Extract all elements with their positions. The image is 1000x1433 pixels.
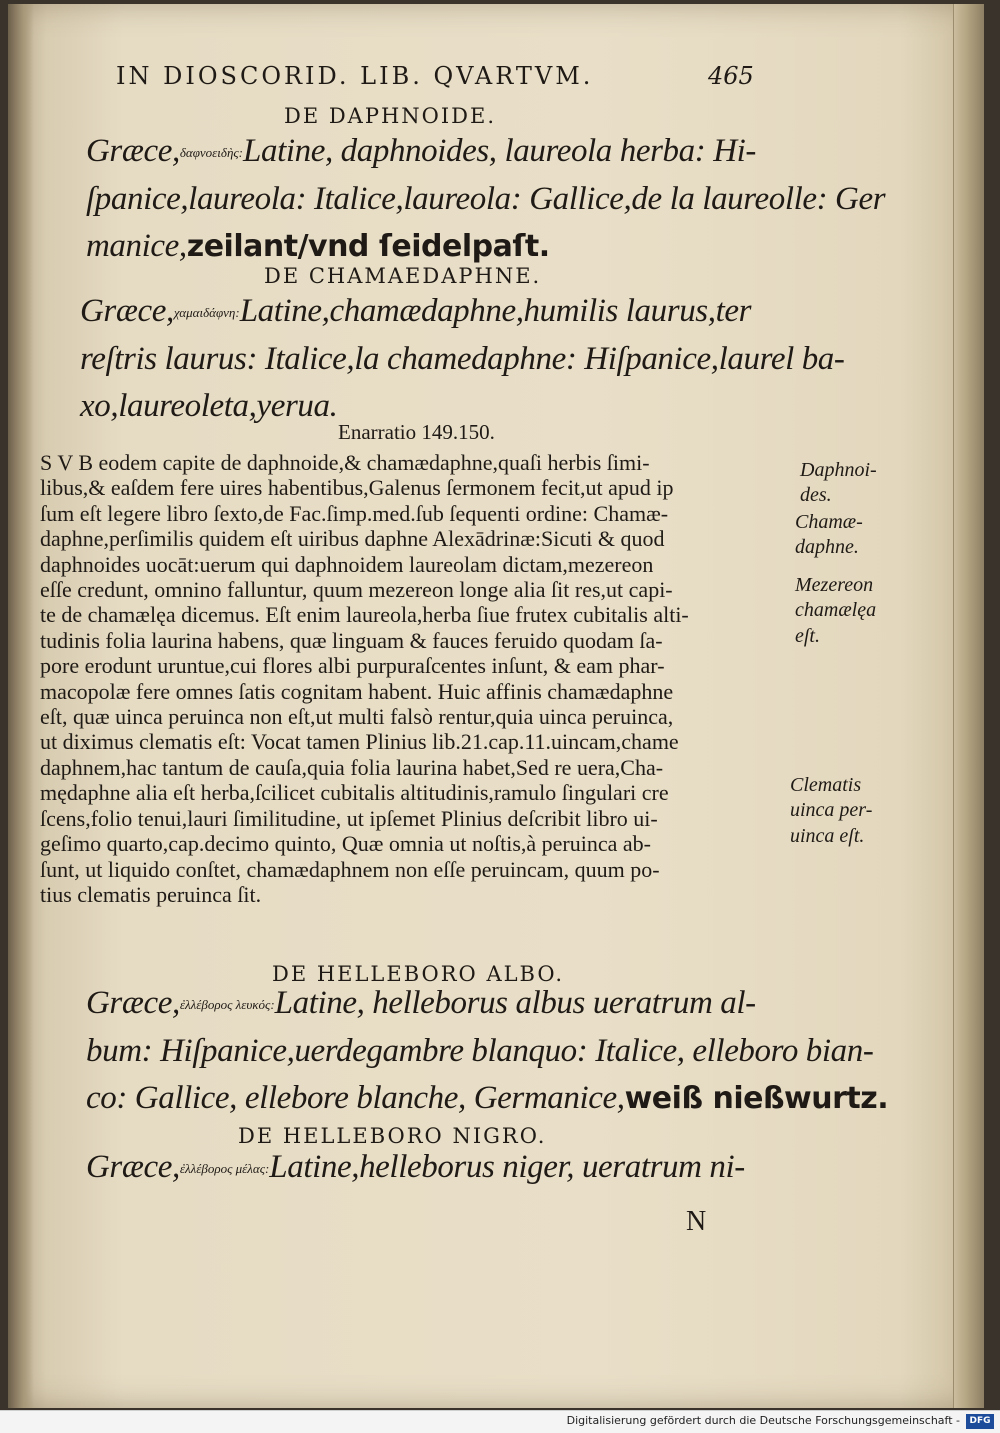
commentary-line: eſt, quæ uinca peruinca non eſt,ut multi falsò rentur,quia uinca peruinca, — [40, 704, 674, 730]
commentary-line: daphne,perſimilis quidem eſt uiribus daphne Alexādrinæ:Sicuti & quod — [40, 526, 665, 552]
german-term: zeilant/vnd ſeidelpaſt. — [186, 229, 550, 264]
synonyms-chamaedaphne — [80, 288, 845, 430]
commentary-line: tius clematis peruinca ſit. — [40, 881, 262, 907]
commentary-line: S V B eodem capite de daphnoide,& chamædaphne,quaſi herbis ſimi- — [40, 450, 650, 475]
marginal-note-line: Daphnoi- — [800, 459, 877, 481]
marginal-note-line: uinca eſt. — [790, 824, 865, 847]
synonym-text: Latine, helleborus albus ueratrum al- — [274, 985, 756, 1021]
synonym-line — [86, 128, 885, 176]
synonym-text: Græce, — [86, 1149, 180, 1185]
section-heading-chamaedaphne: DE CHAMAEDAPHNE. — [264, 264, 542, 288]
marginal-note-clematis — [790, 773, 872, 849]
synonym-line — [80, 336, 845, 383]
running-head — [116, 56, 766, 96]
synonym-text: ſpanice,laureola: Italice,laureola: Gallice,de la laureolle: Ger — [86, 181, 886, 217]
german-term: weiß nießwurtz. — [624, 1081, 889, 1116]
greek-term: χαμαιδάφνη: — [173, 305, 240, 320]
greek-term: ἐλλέβορος μέλας: — [179, 1161, 270, 1176]
footer-credit: Digitalisierung gefördert durch die Deutsche Forschungsgemeinschaft - — [566, 1414, 960, 1427]
page-gutter — [8, 4, 34, 1408]
folio-number: 465 — [708, 62, 754, 90]
marginal-note-line: uinca per- — [790, 799, 873, 822]
commentary-line: tudinis folia laurina habens, quæ linguam & fauces feruido quodam ſa- — [40, 627, 663, 653]
synonym-text: reſtris laurus: Italice,la chamedaphne: Hiſpanice,laurel ba- — [80, 341, 845, 377]
marginal-note-line: chamælęa — [795, 599, 877, 622]
greek-term: ἐλλέβορος λευκός: — [179, 997, 275, 1012]
commentary-line: ſum eſt legere libro ſexto,de Fac.ſimp.med.ſub ſequenti ordine: Chamæ- — [40, 500, 669, 526]
footer-bar — [0, 1410, 1000, 1433]
commentary-line: libus,& eaſdem fere uires habentibus,Galenus ſermonem fecit,ut apud ip — [40, 475, 674, 501]
marginal-note-line: Mezereon — [795, 574, 874, 596]
section-heading-daphnoide: DE DAPHNOIDE. — [284, 104, 497, 128]
marginal-note-daphnoides — [800, 458, 877, 509]
marginal-note-mezereon — [795, 573, 876, 649]
synonym-text: co: Gallice, ellebore blanche, Germanice, — [86, 1080, 625, 1116]
synonym-text: xo,laureoleta,yerua. — [80, 388, 338, 424]
marginal-note-line: Chamæ- — [795, 511, 863, 533]
commentary-line: pore erodunt uruntue,cui flores albi purpuraſcentes inſunt, & eam phar- — [40, 653, 665, 679]
synonym-line — [86, 1075, 888, 1122]
section-heading-helleboro-albo: DE HELLEBORO ALBO. — [272, 962, 565, 986]
synonym-line — [86, 1028, 888, 1075]
marginal-note-line: daphne. — [795, 536, 859, 559]
synonym-text: Græce, — [86, 133, 180, 169]
synonym-text: manice, — [86, 228, 187, 264]
page-fore-edge — [953, 4, 984, 1408]
marginal-note-line: des. — [800, 484, 832, 507]
synonym-text: Græce, — [80, 293, 174, 329]
signature-mark: N — [686, 1206, 707, 1237]
synonym-line — [86, 980, 888, 1028]
commentary-line: ut diximus clematis eſt: Vocat tamen Plinius lib.21.cap.11.uincam,chame — [40, 729, 679, 755]
synonym-text: bum: Hiſpanice,uerdegambre blanquo: Italice, elleboro bian- — [86, 1033, 874, 1069]
enarratio-label: Enarratio 149.150. — [338, 420, 495, 444]
commentary-line: macopolæ fere omnes ſatis cognitam habent. Huic affinis chamædaphne — [40, 678, 674, 704]
commentary-line: mędaphne alia eſt herba,ſcilicet cubitalis altitudinis,ramulo ſingulari cre — [40, 780, 669, 806]
commentary-line: geſimo quarto,cap.decimo quinto, Quæ omnia ut noſtis,à peruinca ab- — [40, 831, 651, 857]
commentary-line: ſcens,folio tenui,lauri ſimilitudine, ut ipſemet Plinius deſcribit libro ui- — [40, 805, 658, 831]
synonym-line — [86, 176, 885, 223]
synonym-line — [80, 288, 845, 336]
synonyms-daphnoide — [86, 128, 885, 270]
synonym-line — [86, 1144, 745, 1192]
synonyms-helleboro-nigro — [86, 1144, 745, 1192]
synonym-text: Græce, — [86, 985, 180, 1021]
commentary-line: daphnem,hac tantum de cauſa,quia folia laurina habet,Sed re uera,Cha- — [40, 754, 664, 780]
commentary-line: ſunt, ut liquido conſtet, chamædaphnem non eſſe peruincam, quum po- — [40, 856, 660, 882]
commentary-line: daphnoides uocāt:uerum qui daphnoidem laureolam dictam,mezereon — [40, 551, 654, 577]
section-heading-helleboro-nigro: DE HELLEBORO NIGRO. — [238, 1124, 547, 1148]
commentary-text — [40, 450, 790, 907]
marginal-note-line: Clematis — [790, 774, 862, 796]
greek-term: δαφνοειδὴς: — [179, 145, 244, 160]
marginal-note-chamaedaphne — [795, 510, 863, 561]
synonym-line — [86, 223, 885, 270]
synonym-text: Latine, daphnoides, laureola herba: Hi- — [243, 133, 756, 169]
commentary-line: eſſe credunt, omnino falluntur, quum mezereon longe alia ſit res,ut capi- — [40, 577, 673, 603]
synonym-text: Latine,chamædaphne,humilis laurus,ter — [239, 293, 752, 329]
running-head-title: IN DIOSCORID. LIB. QVARTVM. — [116, 62, 594, 90]
synonyms-helleboro-albo — [86, 980, 888, 1122]
commentary-line: te de chamælęa dicemus. Eſt enim laureola,herba ſiue frutex cubitalis alti- — [40, 602, 689, 628]
dfg-logo: DFG — [966, 1414, 994, 1429]
synonym-text: Latine,helleborus niger, ueratrum ni- — [269, 1149, 745, 1185]
marginal-note-line: eſt. — [795, 624, 820, 647]
